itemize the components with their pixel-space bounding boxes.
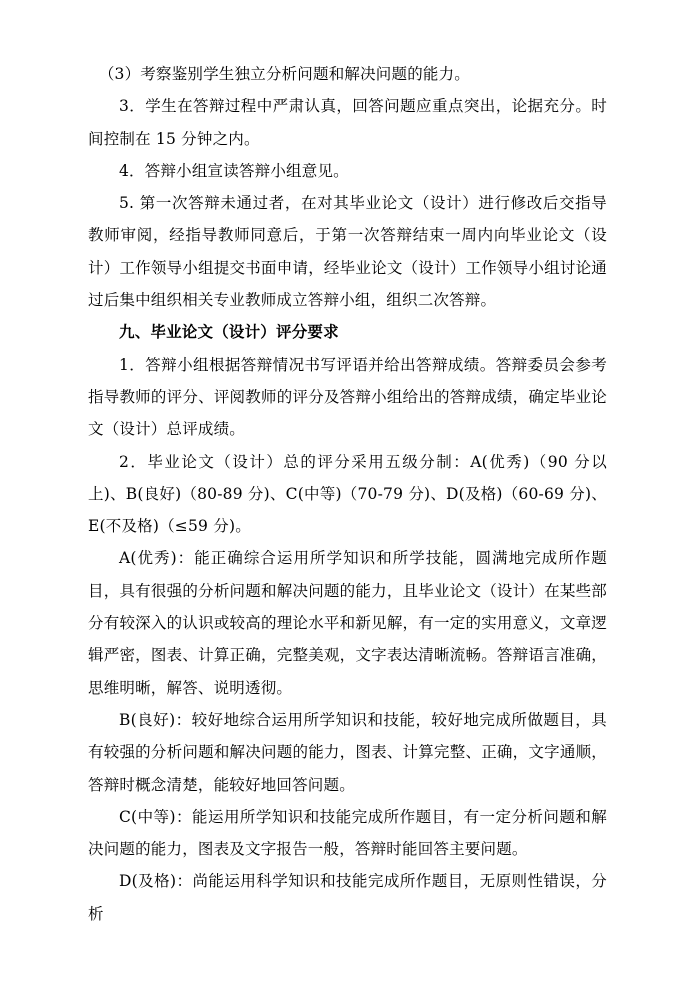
grade-a-description: A(优秀)：能正确综合运用所学知识和所学技能，圆满地完成所作题目，具有很强的分析问题和解决问题的能力，且毕业论文（设计）在某些部分有较深入的认识或较高的理论水平和新见解，有一定的实用意义，文章逻辑严密，图表、计算正确，完整美观，文字表达清晰流畅。答辩语言准确，思维明晰，解答、说明透彻。 — [88, 549, 607, 697]
grade-b-description: B(良好)：较好地综合运用所学知识和技能，较好地完成所做题目，具有较强的分析问题和解决问题的能力，图表、计算完整、正确，文字通顺，答辩时概念清楚，能较好地回答问题。 — [88, 710, 607, 794]
rule-item-3: 3．学生在答辩过程中严肃认真，回答问题应重点突出，论据充分。时间控制在 15 分钟之内。 — [88, 97, 607, 148]
section-heading: 九、毕业论文（设计）评分要求 — [119, 322, 339, 342]
criterion-item-3: （3）考察鉴别学生独立分析问题和解决问题的能力。 — [98, 65, 471, 83]
rule-item-4: 4．答辩小组宣读答辩小组意见。 — [119, 161, 349, 180]
grade-d-description: D(及格)：尚能运用科学知识和技能完成所作题目，无原则性错误，分析 — [88, 872, 607, 923]
grading-item-2: 2．毕业论文（设计）总的评分采用五级分制：A(优秀)（90 分以上)、B(良好)（80-89 分)、C(中等)（70-79 分)、D(及格)（60-69 分)、E(不及格)（≤59 分)。 — [88, 452, 607, 536]
grade-c-description: C(中等)：能运用所学知识和技能完成所作题目，有一定分析问题和解决问题的能力，图表及文字报告一般，答辩时能回答主要问题。 — [88, 807, 607, 859]
grading-item-1: 1．答辩小组根据答辩情况书写评语并给出答辩成绩。答辩委员会参考指导教师的评分、评阅教师的评分及答辩小组给出的答辩成绩，确定毕业论文（设计）总评成绩。 — [88, 355, 607, 439]
rule-item-5: 5. 第一次答辩未通过者，在对其毕业论文（设计）进行修改后交指导教师审阅，经指导教师同意后，于第一次答辩结束一周内向毕业论文（设计）工作领导小组提交书面申请，经毕业论文（设计）工作领导小组讨论通过后集中组织相关专业教师成立答辩小组，组织二次答辩。 — [88, 194, 607, 310]
